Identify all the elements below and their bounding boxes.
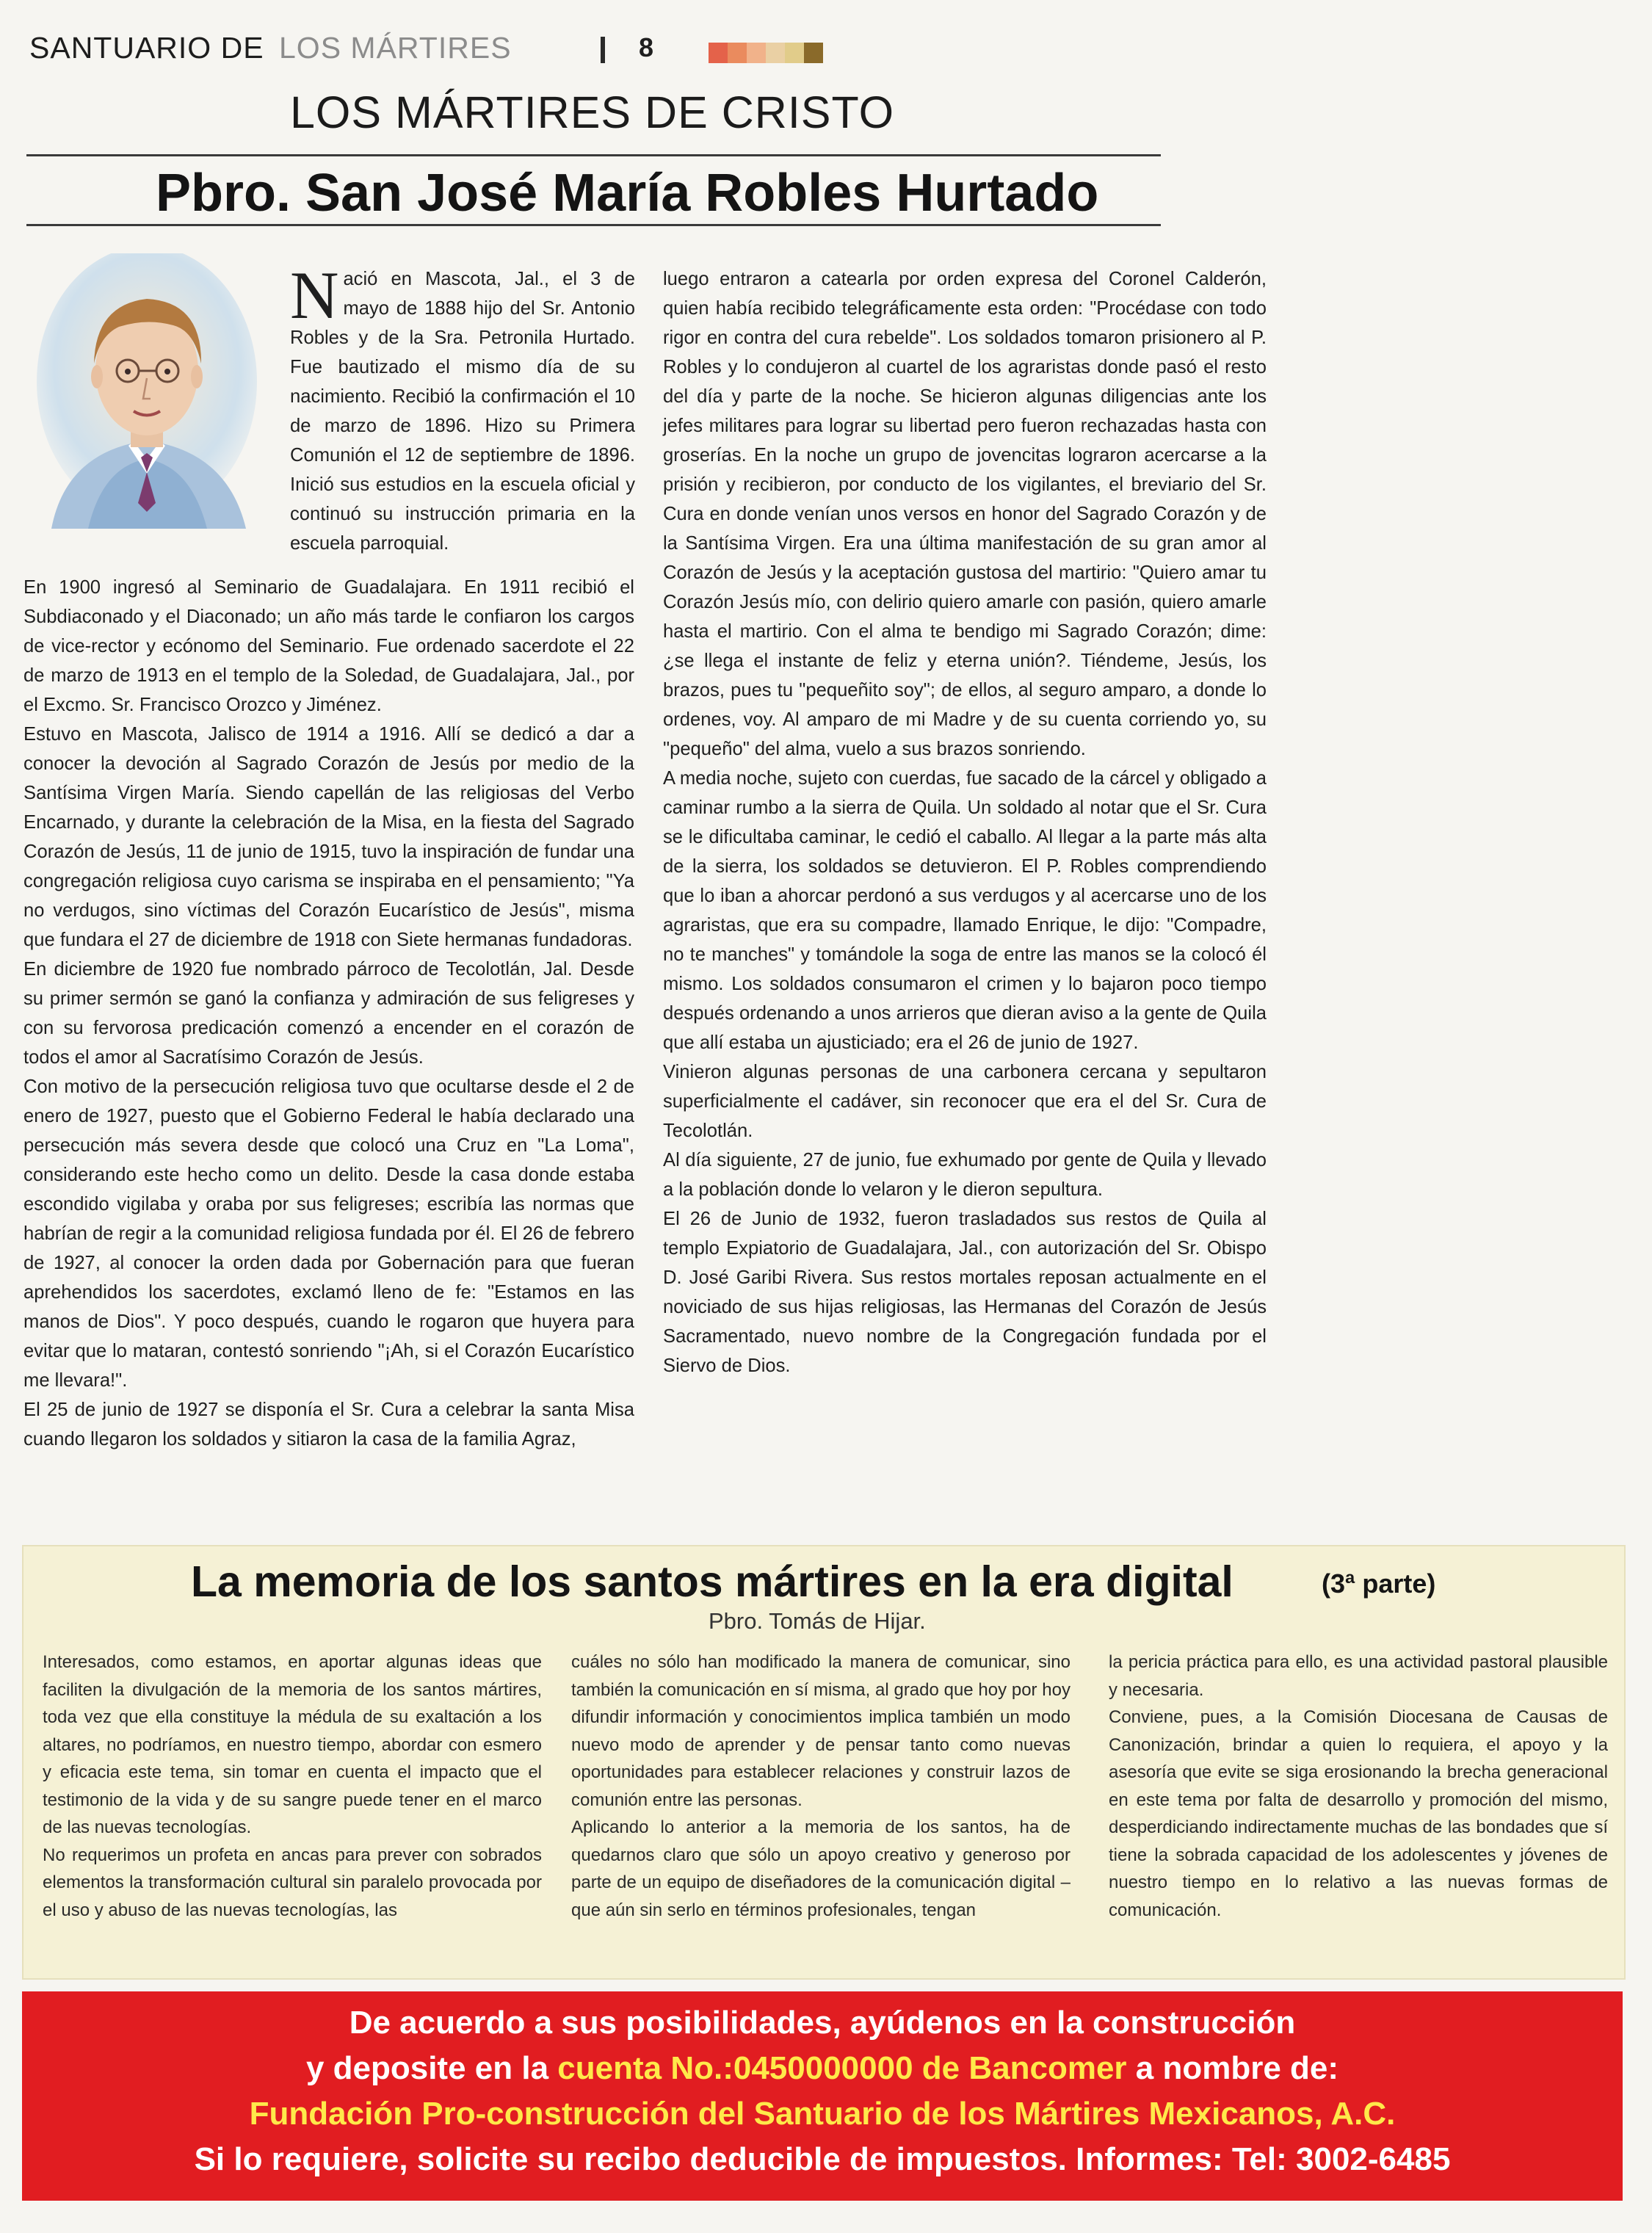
intro-text: ació en Mascota, Jal., el 3 de mayo de 1888 hijo del Sr. Antonio Robles y de la Sra. Petronila Hurtado. Fue bautizado el mismo día de su nacimiento. Recibió la confirmación el 10 de marzo de 1896. Hizo su Primera Comunión el 12 de septiembre de 1896. Inició sus estudios en la escuela oficial y continuó su instrucción primaria en la escuela parroquial. [290,269,635,554]
section-title: LOS MÁRTIRES DE CRISTO [290,87,895,137]
box-column-3 [1109,1648,1608,1924]
header-divider [601,37,605,63]
intro-paragraph [290,258,635,558]
foundation-name: Fundación Pro-construcción del Santuario de los Mártires Mexicanos, A.C. [249,2096,1396,2132]
banner-line-2 [22,2050,1623,2087]
paragraph: la pericia práctica para ello, es una actividad pastoral plausible y necesaria. [1109,1652,1608,1700]
swatch [709,43,728,63]
paragraph: cuáles no sólo han modificado la manera de comunicar, sino también la comunicación en sí misma, al grado que hoy por hoy difundir información y conocimientos implica también un modo nuevo modo de aprender y de pensar tanto como nuevas oportunidades para establecer relaciones y construir lazos de comunión entre las personas. [571,1652,1070,1810]
article-column-2 [663,264,1267,1380]
swatch [785,43,804,63]
paragraph: Interesados, como estamos, en aportar algunas ideas que faciliten la divulgación de la memoria de los santos mártires, toda vez que ella constituye la médula de su exaltación a los altares, no podríamos, en nuestro tiempo, abordar con esmero y eficacia este tema, sin tomar en cuenta el impacto que el testimonio de la vida y de su sangre puede tener en el marco de las nuevas tecnologías. [43,1652,542,1837]
paragraph: Estuvo en Mascota, Jalisco de 1914 a 1916. Allí se dedicó a dar a conocer la devoción al Sagrado Corazón de Jesús por medio de la Santísima Virgen María. Siendo capellán de las religiosas del Verbo Encarnado, y durante la celebración de la Misa, en la fiesta del Sagrado Corazón de Jesús, 11 de junio de 1915, tuvo la inspiración de fundar una congregación religiosa cuyo carisma se inspiraba en el pensamiento; "Ya no verdugos, sino víctimas del Corazón Eucarístico de Jesús", misma que fundara el 27 de diciembre de 1918 con Siete hermanas fundadoras. [23,724,634,950]
banner-text: a nombre de: [1126,2050,1339,2086]
paragraph: En diciembre de 1920 fue nombrado párroco de Tecolotlán, Jal. Desde su primer sermón se ganó la confianza y admiración de sus feligreses y con su fervorosa predicación comenzó a encender en el corazón de todos el amor al Sacratísimo Corazón de Jesús. [23,959,634,1068]
box-title-part: (3ª parte) [1322,1568,1436,1599]
portrait-illustration [37,253,257,529]
article-title: Pbro. San José María Robles Hurtado [156,164,1099,222]
page-number: 8 [639,32,654,62]
donation-banner [22,1991,1623,2201]
box-column-1 [43,1648,542,1924]
banner-line-1: De acuerdo a sus posibilidades, ayúdenos en la construcción [349,2005,1296,2041]
paragraph: A media noche, sujeto con cuerdas, fue sacado de la cárcel y obligado a caminar rumbo a la sierra de Quila. Un soldado al notar que el Sr. Cura se le dificultaba caminar, le cedió el caballo. Al llegar a la parte más alta de la sierra, los soldados se detuvieron. El P. Robles comprendiendo que lo iban a ahorcar perdonó a sus verdugos y al acercarse uno de los agraristas, que era su compadre, llamado Enrique, le dijo: "Compadre, no te manches" y tomándole la soga de entre las manos se la colocó él mismo. Los soldados consumaron el crimen y lo bajaron poco tiempo después ordenando a unos arrieros que dieran aviso a la gente de Quila que allí estaba un ajusticiado; era el 26 de junio de 1927. [663,768,1267,1053]
magazine-name-secondary: LOS MÁRTIRES [279,31,512,65]
paragraph: Al día siguiente, 27 de junio, fue exhumado por gente de Quila y llevado a la población donde lo velaron y le dieron sepultura. [663,1150,1267,1200]
paragraph: En 1900 ingresó al Seminario de Guadalajara. En 1911 recibió el Subdiaconado y el Diaconado; un año más tarde le confiaron los cargos de vice-rector y ecónomo del Seminario. Fue ordenado sacerdote el 22 de marzo de 1913 en el templo de la Soledad, de Guadalajara, Jal., por el Excmo. Sr. Francisco Orozco y Jiménez. [23,577,634,715]
box-column-2 [571,1648,1070,1924]
swatch [728,43,747,63]
title-rule [26,224,1161,226]
paragraph: Aplicando lo anterior a la memoria de los santos, ha de quedarnos claro que sólo un apoyo creativo y generoso por parte de un equipo de diseñadores de la comunicación digital –que aún sin serlo en términos profesionales, tengan [571,1817,1070,1920]
swatch [766,43,785,63]
box-title: La memoria de los santos mártires en la era digital [191,1557,1233,1606]
article-intro [290,258,635,558]
article-column-1 [23,573,634,1454]
magazine-name: SANTUARIO DE [29,31,264,65]
bank-account: cuenta No.:0450000000 de Bancomer [557,2050,1127,2086]
swatch [804,43,823,63]
color-swatches [709,43,823,63]
paragraph: Con motivo de la persecución religiosa tuvo que ocultarse desde el 2 de enero de 1927, puesto que el Gobierno Federal le había declarado una persecución más severa desde que colocó una Cruz en "La Loma", considerando este hecho como un delito. Desde la casa donde estaba escondido vigilaba y oraba por sus feligreses; escribía las normas que habrían de regir a la comunidad religiosa fundada por él. El 26 de febrero de 1927, al conocer la orden dada por Gobernación para que fueran aprehendidos los sacerdotes, exclamó lleno de fe: "Estamos en las manos de Dios". Y poco después, cuando le rogaron que huyera para evitar que lo mataran, contestó sonriendo "¡Ah, si el Corazón Eucarístico me llevara!". [23,1076,634,1391]
paragraph: No requerimos un profeta en ancas para prever con sobrados elementos la transformación cultural sin paralelo provocada por el uso y abuso de las nuevas tecnologías, las [43,1845,542,1920]
title-rule [26,154,1161,156]
paragraph: El 25 de junio de 1927 se disponía el Sr. Cura a celebrar la santa Misa cuando llegaron los soldados y sitiaron la casa de la familia Agraz, [23,1400,634,1450]
banner-text: y deposite en la [305,2050,558,2086]
box-author: Pbro. Tomás de Hijar. [709,1608,926,1634]
swatch [747,43,766,63]
paragraph: Vinieron algunas personas de una carbonera cercana y sepultaron superficialmente el cadáver, sin reconocer que era el del Sr. Cura de Tecolotlán. [663,1062,1267,1141]
paragraph: luego entraron a catearla por orden expresa del Coronel Calderón, quien había recibido telegráficamente esta orden: "Procédase con todo rigor en contra del cura rebelde". Los soldados tomaron prisionero al P. Robles y lo condujeron al cuartel de los agraristas donde pasó el resto del día y parte de la noche. Se hicieron algunas diligencias ante los jefes militares para lograr su libertad pero fueron rechazadas hasta con groserías. En la noche un grupo de jovencitas lograron acercarse a la prisión y recibieron, por conducto de los vigilantes, el breviario del Sr. Cura en donde venían unos versos en honor del Sagrado Corazón y de la Santísima Virgen. Era una última manifestación de su gran amor al Corazón de Jesús y la aceptación gustosa del martirio: "Quiero amar tu Corazón Jesús mío, con delirio quiero amarle con pasión, quiero amarle hasta el martirio. Con el alma te bendigo mi Sagrado Corazón; dime: ¿se llega el instante de feliz y eterna unión?. Tiéndeme, Jesús, los brazos, pues tu "pequeñito soy"; de ellos, al seguro amparo, a donde lo ordenes, voy. Al amparo de mi Madre y de su cuenta corriendo yo, su "pequeño" del alma, vuelo a sus brazos sonriendo. [663,269,1267,759]
drop-cap: N [290,258,339,333]
banner-line-4: Si lo requiere, solicite su recibo deducible de impuestos. Informes: Tel: 3002-6485 [194,2141,1451,2177]
paragraph: El 26 de Junio de 1932, fueron trasladados sus restos de Quila al templo Expiatorio de Guadalajara, Jal., con autorización del Sr. Obispo D. José Garibi Rivera. Sus restos mortales reposan actualmente en el noviciado de sus hijas religiosas, las Hermanas del Corazón de Jesús Sacramentado, nuevo nombre de la Congregación fundada por el Siervo de Dios. [663,1209,1267,1376]
paragraph: Conviene, pues, a la Comisión Diocesana de Causas de Canonización, brindar a quien lo requiera, el apoyo y la asesoría que evite se siga erosionando la brecha generacional en este tema por falta de desarrollo y promoción del mismo, desperdiciando indirectamente muchas de las bondades que sí tiene la sobrada capacidad de los adolescentes y jóvenes de nuestro tiempo en lo relativo a las nuevas formas de comunicación. [1109,1707,1608,1920]
